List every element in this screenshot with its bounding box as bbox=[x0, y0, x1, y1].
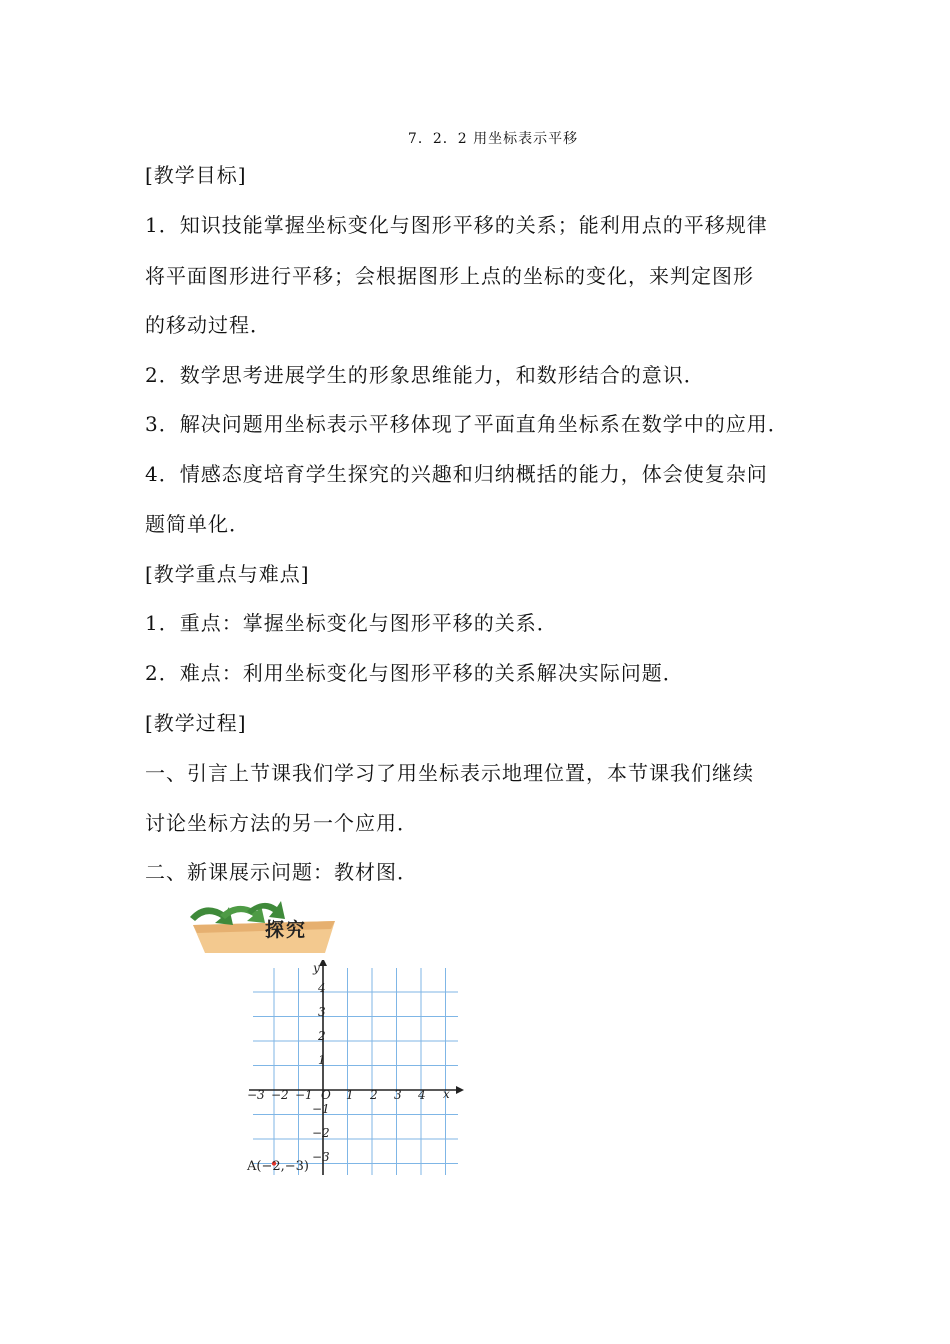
paragraph-line: 2．难点：利用坐标变化与图形平移的关系解决实际问题． bbox=[145, 661, 684, 685]
y-tick-label: −1 bbox=[312, 1102, 330, 1116]
y-tick-label: −2 bbox=[312, 1126, 330, 1140]
y-tick-label: 4 bbox=[318, 981, 326, 995]
coordinate-grid bbox=[243, 960, 473, 1190]
x-tick-label: 2 bbox=[370, 1088, 378, 1102]
paragraph-line: 2．数学思考进展学生的形象思维能力，和数形结合的意识． bbox=[145, 363, 705, 387]
paragraph-line: 1．重点：掌握坐标变化与图形平移的关系． bbox=[145, 611, 558, 635]
paragraph-line: 二、新课展示问题：教材图． bbox=[145, 860, 418, 884]
page-title: 7．2．2 用坐标表示平移 bbox=[407, 131, 579, 147]
x-tick-label: 3 bbox=[394, 1088, 402, 1102]
paragraph-line: 题简单化． bbox=[145, 512, 250, 536]
paragraph-line: 将平面图形进行平移；会根据图形上点的坐标的变化，来判定图形 bbox=[145, 264, 754, 288]
origin-label: O bbox=[321, 1088, 331, 1102]
paragraph-line: 1．知识技能掌握坐标变化与图形平移的关系；能利用点的平移规律 bbox=[145, 213, 768, 237]
x-tick-label: −1 bbox=[295, 1088, 313, 1102]
y-tick-label: −3 bbox=[312, 1150, 330, 1164]
y-tick-label: 3 bbox=[318, 1005, 326, 1019]
point-a-label: A(−2,−3) bbox=[247, 1159, 309, 1174]
y-axis-arrow-icon bbox=[319, 960, 327, 966]
explore-badge-label: 探究 bbox=[265, 919, 308, 941]
paragraph-line: 的移动过程． bbox=[145, 313, 271, 337]
section-heading-process: [教学过程] bbox=[145, 711, 247, 735]
y-axis-label: y bbox=[313, 961, 320, 975]
section-heading-key-points: [教学重点与难点] bbox=[145, 562, 310, 586]
x-tick-label: 4 bbox=[418, 1088, 426, 1102]
x-tick-label: −3 bbox=[247, 1088, 265, 1102]
x-tick-label: −2 bbox=[271, 1088, 289, 1102]
x-tick-label: 1 bbox=[346, 1088, 354, 1102]
coordinate-figure bbox=[185, 895, 485, 1195]
paragraph-line: 讨论坐标方法的另一个应用． bbox=[145, 811, 418, 835]
section-heading-objectives: [教学目标] bbox=[145, 163, 247, 187]
paragraph-line: 一、引言上节课我们学习了用坐标表示地理位置，本节课我们继续 bbox=[145, 761, 754, 785]
y-tick-label: 1 bbox=[318, 1053, 326, 1067]
x-axis-label: x bbox=[443, 1087, 450, 1101]
x-axis-arrow-icon bbox=[456, 1086, 464, 1094]
y-tick-label: 2 bbox=[318, 1029, 326, 1043]
paragraph-line: 3．解决问题用坐标表示平移体现了平面直角坐标系在数学中的应用． bbox=[145, 412, 789, 436]
paragraph-line: 4．情感态度培育学生探究的兴趣和归纳概括的能力，体会使复杂问 bbox=[145, 462, 768, 486]
